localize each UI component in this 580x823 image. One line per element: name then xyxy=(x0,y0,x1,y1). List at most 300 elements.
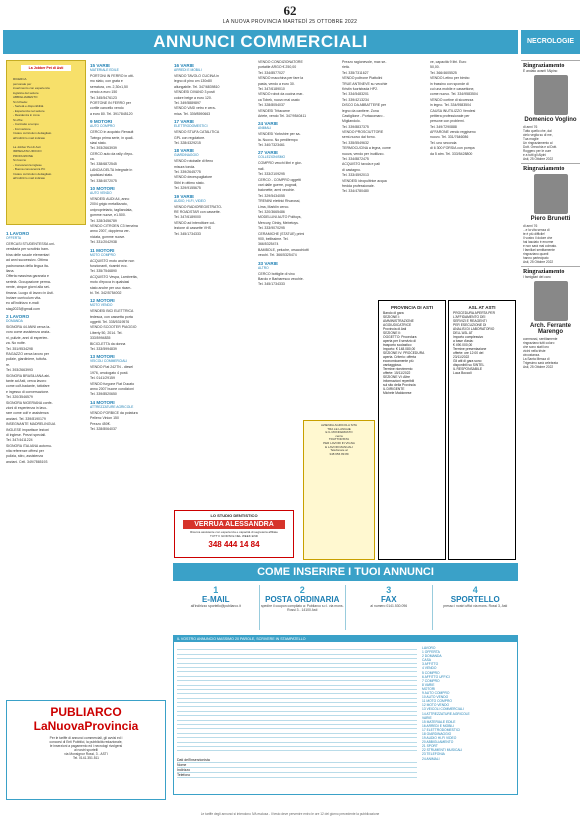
ad-line: fredda professionale. xyxy=(342,183,375,188)
necro-line: cielo veglia su di me, xyxy=(523,133,553,137)
dentist-ad-text2: TUTTI I GIORNI E NEL WEEK END xyxy=(210,533,258,538)
ad-line: tante ad Asti, cerca lavoro xyxy=(6,378,47,383)
ad-line: gomme nuove, e1.500. xyxy=(90,213,126,218)
ad-line: nuovo. Tel. 331/7646086 xyxy=(430,135,469,140)
ad-line: VENDO PROSCIUTTORE xyxy=(342,130,384,135)
ad-line: VENDO CONDIZIONATORE xyxy=(258,60,303,64)
ad-line: VENDO rotoballe di fieno xyxy=(174,159,214,164)
deceased-photo xyxy=(534,281,568,321)
ad-line: Tel. 335/5549632 xyxy=(342,140,369,145)
how-option-number: 3 xyxy=(386,585,392,595)
provincia-line: OGGETTO: Procedura xyxy=(383,335,417,339)
ad-line: VENDO Letino per bimbo xyxy=(430,76,470,81)
coupon-category: 10 AUTO VENDO xyxy=(422,695,449,700)
necro-line: Un ringraziamento al xyxy=(523,141,553,145)
necro-line: ...e la vita senza di xyxy=(523,228,550,232)
necro-notice xyxy=(521,163,580,266)
ad-line: VENDESI AUDI A4, anno xyxy=(90,197,130,202)
ad-line: la. Nuovo. No perditempo xyxy=(258,137,298,142)
section-heading xyxy=(174,119,254,129)
necro-line: Il vostro il dolore che xyxy=(523,236,553,240)
column-varie xyxy=(174,60,254,237)
necro-line: Dott. Orecchia e al Dott. xyxy=(523,145,558,149)
coupon-category: VARIE xyxy=(422,715,432,720)
ad-line: INSEGNANTE MADRELINGUA xyxy=(6,422,56,427)
provincia-line: Bando di gara xyxy=(383,311,404,315)
farm-ad-line: AZIENDA AGRICOLA SITA xyxy=(320,423,358,427)
ad-line: pasta, vendo a euro 30. xyxy=(258,81,295,86)
ad-line: anno 2007 buone condizioni xyxy=(90,386,134,391)
page-header: LA NUOVA PROVINCIA MARTEDÌ 25 OTTOBRE 2022 xyxy=(222,19,358,25)
deceased-name: Piero Brunetti xyxy=(530,216,571,222)
section-heading-label: 16 VARIE xyxy=(174,63,195,68)
ad-line: Prezzo 450€. xyxy=(90,421,111,426)
ad-line: za. No notte. xyxy=(6,341,26,346)
necro-line: Tutto quello che, dal xyxy=(523,129,552,133)
section-subheading: VEICOLI COMMERCIALI xyxy=(90,359,128,364)
asl-line: ANALISI DI LABORATORIO xyxy=(453,327,495,331)
ad-line: ACQUISTO moto anche non xyxy=(90,258,135,263)
section-heading-label: 19 VARIE xyxy=(174,193,195,199)
section-heading xyxy=(258,261,338,271)
ad-line: qualsiasi stato. xyxy=(90,173,114,178)
asl-line: € 490.000,00 xyxy=(453,343,473,347)
ad-line: serietà. Occupazione perma- xyxy=(6,279,51,284)
necro-title: Ringraziamento xyxy=(523,63,565,69)
ad-line: VENDO robot da cucina mar- xyxy=(258,92,304,97)
provincia-line: Michele Maldonese xyxy=(383,391,412,395)
ad-line: VENDO STUFA CATALITICA xyxy=(174,130,220,135)
necro-line: I familiari sentitamente xyxy=(523,248,555,252)
ad-line: RAGAZZO cerca lavoro per xyxy=(6,352,49,357)
ad-line: Migliandolo. xyxy=(342,119,361,124)
necro-text xyxy=(523,228,578,264)
section-heading xyxy=(174,194,254,204)
asl-line: Luca Boccoli xyxy=(453,371,472,375)
ad-line: VENDO decespugliatore xyxy=(174,175,213,180)
ad-line: GPL con regolatore. xyxy=(174,135,206,140)
coupon-category: 1 OFFERTA xyxy=(422,650,440,655)
ad-line: VENDO RADIOREGISTRATO- xyxy=(174,204,223,209)
coupon-categories xyxy=(422,646,514,761)
necro-line: hanno partecipato xyxy=(523,256,549,260)
ad-line: voro come assistenza anzia- xyxy=(6,330,51,335)
ad-line: misura tonda. xyxy=(174,164,196,169)
coupon-field[interactable]: Indirizzo xyxy=(177,768,417,773)
ad-line: Tel. 329/5434055 xyxy=(258,193,285,198)
section-heading-label: 13 MOTORI xyxy=(90,354,115,360)
job-ad-box xyxy=(6,60,86,225)
coupon-line[interactable] xyxy=(177,747,417,751)
necro-text xyxy=(523,337,578,369)
ad-line: CERCO auto da rally d'epo- xyxy=(90,151,134,156)
deceased-age: di anni 76 xyxy=(523,224,538,228)
section-heading-label: 18 VARIE xyxy=(174,148,195,154)
ad-line: ACQUISTO tavola e pali xyxy=(342,162,380,167)
job-ad-line: La Jobber Pet di Asti xyxy=(13,144,41,149)
ad-line: lezione di cassette VHS xyxy=(174,226,211,231)
job-ad-line: - Residenza in zona xyxy=(13,113,40,117)
ad-line: e ingesso di conversazione. xyxy=(6,389,50,394)
coupon-category: 18 GIARDINAGGIO xyxy=(422,731,452,736)
job-ad-line: Inviare curriculum dettagliato xyxy=(13,171,52,176)
ad-line: VENDESI idropulitrice acqua xyxy=(342,178,387,183)
necro-line: e non sarà mai colmato. xyxy=(523,244,558,248)
dentist-ad-text: Ricerca assistente con esperienza e capacità di segreteria affiliate xyxy=(190,530,278,534)
coupon-category: 6 AFFITTO UFFICI xyxy=(422,674,450,679)
necro-line: Asti, 25 Ottobre 2022 xyxy=(523,365,554,369)
necro-line: Asti, 25 Ottobre 2022 xyxy=(523,157,554,161)
ad-line: Castiglione - Portacomaro - xyxy=(342,113,385,118)
ad-line: persone con problemi. xyxy=(430,119,465,124)
ad-line: ad anni successivo. Ottima xyxy=(6,258,48,263)
section-heading-label: 15 VARIE xyxy=(90,63,111,68)
coupon-text-lines[interactable] xyxy=(177,646,417,751)
coupon-category: LAVORO xyxy=(422,646,436,650)
ad-line: Tel. 339/8520650 xyxy=(90,392,117,397)
ad-line: Tel. 349/7290888 xyxy=(430,124,457,129)
section-subheading: ELETTRODOMESTICI xyxy=(174,124,208,129)
ad-line: 50,00. xyxy=(430,65,440,70)
ad-line: eo all'indirizzo e-mail: xyxy=(6,301,40,306)
provincia-line: Provincia di Asti xyxy=(383,327,407,331)
section-subheading: AUTO COMPRO xyxy=(90,124,115,129)
ad-line: Tel. 345/1734333 xyxy=(258,282,285,287)
publiarco-line: Per le tariffe di annunci commerciali, gli avvisi ed i xyxy=(49,736,123,740)
ad-line: come nuovo. Tel. 334/9583504 xyxy=(430,92,478,97)
ad-line: TRUE ANTINEVE su vecchie xyxy=(342,81,388,86)
necrologie-column xyxy=(521,60,580,371)
necro-line: commossi, sentitamente xyxy=(523,337,558,341)
ad-line: INGLESE impartisce lezioni xyxy=(6,427,49,432)
job-ad-line: logistica del settore xyxy=(13,90,39,95)
coupon-category: 5 COMPRO xyxy=(422,670,440,675)
coupon-category: 8 VARIE xyxy=(422,682,435,687)
ad-line: di castagno. xyxy=(342,167,361,172)
provincia-line: aperta per il servizio di xyxy=(383,339,416,343)
ad-line: 366/5325474 xyxy=(258,242,279,247)
ad-line: Inviare curriculum vita- xyxy=(6,295,42,300)
coupon-field[interactable]: Nome xyxy=(177,763,417,768)
ad-line: Tel. 366/4605525 xyxy=(430,70,457,75)
ad-line: pulizie, giardiniere, tuttofa- xyxy=(6,357,48,362)
ad-line: vari dalle guerre, pugnali, xyxy=(258,183,298,188)
coupon-category: CASA xyxy=(422,658,431,663)
ad-line: Tel. 328/4329215 xyxy=(174,140,201,145)
ad-line: VENDO ad intenditore col- xyxy=(174,220,216,225)
ad-line: tedesca, con cassetta porta xyxy=(90,314,133,319)
section-banner: ANNUNCI COMMERCIALI xyxy=(3,30,518,54)
job-ad-line: - Contratto a tempo xyxy=(13,122,39,126)
ad-line: vendo a euro 150 xyxy=(90,90,118,95)
ad-line: CERCO bottiglie di vino xyxy=(258,271,295,276)
ad-line: in frassino con sponde di xyxy=(430,81,469,86)
job-ad-line: Si richiede: xyxy=(13,99,28,104)
deceased-photo xyxy=(534,174,568,214)
ad-line: Tel. 345/1734333 xyxy=(174,231,201,236)
ad-line: CERCASI STUDENTESSA uni- xyxy=(6,242,56,246)
ad-line: legno di pino cm 130x80 xyxy=(174,79,212,84)
ad-line: rare come colf e assistenza xyxy=(6,411,49,416)
farm-ad-line: E LAVORI MANUALI xyxy=(325,444,353,449)
how-option-text: all'indirizzo sportello@publiarco.it xyxy=(190,604,241,608)
ad-line: VENDO macchina per fare la xyxy=(258,76,304,81)
section-heading-label: 12 MOTORI xyxy=(90,298,115,304)
provincia-line: SEZIONE I: xyxy=(383,315,401,319)
job-ad-line: IMPIEGATA UFFICIO xyxy=(13,149,42,153)
ad-line: allungabile. Tel. 347/6839810 xyxy=(174,84,220,89)
farm-ad-line: Telefonare al xyxy=(330,448,348,453)
ad-line: oggetti. Tel. 335/5319576 xyxy=(90,320,130,325)
job-ad-line: Si offre: xyxy=(13,117,24,122)
ad-line: bi. Tel. 342/5754002 xyxy=(90,290,122,295)
coupon-category: 17 ELETTRODOMESTICI xyxy=(422,727,461,732)
ad-line: VENDESI DIVANO 3 posti xyxy=(174,90,215,95)
provincia-line: informazioni reperibili xyxy=(383,379,415,383)
ad-line: ca Tobek, nuovo mai usato xyxy=(258,97,300,102)
ad-line: Tel. 340/7323461 xyxy=(258,143,285,148)
ad-line: Tel. 339/4213234 xyxy=(342,97,369,102)
section-heading-label: 14 MOTORI xyxy=(90,399,115,405)
ad-line: Tel. 333/2109295 xyxy=(258,172,285,177)
section-heading-label: 2 LAVORO xyxy=(6,314,30,320)
provincia-line: SEZIONE VI: Altre xyxy=(383,375,410,379)
job-ad-line: ABBIGLIAMENTO xyxy=(13,95,38,99)
ad-line: serratura, cm. 2,30x1,50 xyxy=(90,84,128,89)
section-heading xyxy=(174,63,254,73)
ad-line: Offerta massima garanzia e xyxy=(6,274,49,279)
section-heading xyxy=(258,150,338,160)
how-to-options xyxy=(173,585,518,630)
farm-ad-line: TRA LE LANGHE xyxy=(327,426,351,431)
coupon-field: Dati dell'inserzionista xyxy=(177,758,417,763)
provincia-line: Termine ricevimento xyxy=(383,367,413,371)
ad-line: Liberty 50, 2014. Tel. xyxy=(90,330,123,335)
ad-line: Tel. 328/8054037 xyxy=(258,103,285,108)
coupon-category: 21 SPORT xyxy=(422,744,438,749)
deceased-age: di anni 76 xyxy=(523,125,538,129)
coupon-field[interactable]: Telefono xyxy=(177,773,417,778)
section-subheading: MOTO COMPRO xyxy=(90,252,116,257)
dentist-ad-phone: 348 444 14 84 xyxy=(208,540,260,550)
coupon-category: 23 TELEFONIA xyxy=(422,752,445,757)
job-ad-line: Inviare curriculum dettagliato xyxy=(13,131,52,135)
necro-title: Ringraziamento xyxy=(523,269,565,275)
section-heading-label: 33 VARIE xyxy=(258,260,279,266)
section-subheading: ALTRO xyxy=(258,265,269,270)
ad-line: bina delle scuole elementari xyxy=(6,252,50,257)
necro-title: Ringraziamento xyxy=(523,166,565,172)
provincia-line: SEZIONE II: xyxy=(383,331,402,335)
ad-coupon-form xyxy=(173,635,518,795)
dentist-ad-name: VERRUA ALESSANDRA xyxy=(183,520,285,529)
ad-line: anno 2007, doppiena ver- xyxy=(90,229,130,234)
coupon-advertiser-data[interactable] xyxy=(177,758,417,778)
column-lavoro xyxy=(6,228,86,465)
column-motori xyxy=(90,60,170,432)
section-heading xyxy=(6,314,86,324)
ad-line: Tel. 351/9534298 xyxy=(6,346,33,351)
ad-line: vecchi. Tel. 366/5325474 xyxy=(258,253,297,258)
how-option xyxy=(173,585,260,630)
ad-line: ve, capacità 9 litri. Euro xyxy=(430,60,467,64)
ad-line: Lima, Marklin cerco. xyxy=(258,204,290,209)
ad-line: anziani. Tel. 339/8190179 xyxy=(6,416,46,421)
necro-subtitle: È andato avanti l'Alpino xyxy=(523,69,558,73)
ad-line: BICICLETTA da donna xyxy=(90,341,126,346)
ad-line: Tel. 0141/29159 xyxy=(90,376,115,381)
necro-line: Roggero per le cure xyxy=(523,149,552,153)
coupon-category: 15 MATERIALE EDILE xyxy=(422,719,456,724)
ad-line: Tel. 347/6189000 xyxy=(174,215,201,220)
asl-line: Gli atti di gara sono xyxy=(453,359,482,363)
ad-line: Tel. 335/7311627 xyxy=(342,70,369,75)
asl-line: offerte: ore 12:00 del xyxy=(453,351,484,355)
job-ad-line: inserimento con esperienza xyxy=(13,86,50,90)
ad-line: Tel. 333/4592013 xyxy=(342,173,369,178)
section-subheading: COLLEZIONISMO xyxy=(258,155,286,160)
necro-text xyxy=(523,129,578,161)
ad-line: stag2023@gmail.com xyxy=(6,306,40,311)
farm-ad-line: 348 656 89 89 xyxy=(329,451,349,456)
ad-line: VENDO cortine di sicurezza xyxy=(430,97,474,102)
section-subheading: ANIMALI xyxy=(258,126,272,131)
section-subheading: MOTO VENDO xyxy=(90,303,113,308)
ad-line: SIGNORA ITALIANA automu- xyxy=(6,443,52,448)
ad-line: VENDESI BICI ELETTRICA xyxy=(90,309,134,314)
ad-line: Tel. 393/2663939 xyxy=(90,146,117,151)
ad-line: Tel. 334/8577027 xyxy=(258,70,285,75)
ad-line: Tel. 345/5476123 xyxy=(90,95,117,100)
ad-line: ni, pulizie, anni di esperien- xyxy=(6,335,49,340)
publiarco-line: Tel. 0141.351.511 xyxy=(73,756,99,760)
ad-line: COMPRO vecchi libri e gior- xyxy=(258,161,302,166)
section-subheading: AUTO VENDO xyxy=(90,191,112,196)
ad-line: nali. xyxy=(258,166,265,171)
coupon-category: 12 MOTO VENDO xyxy=(422,703,450,708)
ad-line: AFFARONE vendo reggiseno xyxy=(430,130,476,135)
ad-line: cui una mobile e cassettone, xyxy=(430,86,475,91)
section-heading-label: 11 MOTORI xyxy=(90,247,115,253)
ad-line: Tel. 320/3546579 xyxy=(6,395,33,400)
necro-line: Trigesimo sarà celebrata xyxy=(523,361,558,365)
ad-line: CERCO - COMPRO oggetti xyxy=(258,177,301,182)
ad-line: VENDESI Yorkshire per sa- xyxy=(258,132,301,137)
section-heading xyxy=(90,186,170,196)
how-option-label: E-MAIL xyxy=(201,595,230,604)
ad-line: padronanza della lingua ita- xyxy=(6,263,50,268)
ad-line: rietà. xyxy=(342,65,350,70)
ad-line: Ariete, vendo Tel. 347/9540411 xyxy=(258,113,307,118)
how-option-label: SPORTELLO xyxy=(450,595,500,604)
ad-line: Tel. 338/4072075 xyxy=(90,178,117,183)
necro-line: La Santa Messa di xyxy=(523,357,550,361)
ad-line: in legno. Tel. 334/9583504 xyxy=(430,103,471,108)
ad-line: zioni di esperienza in lavo- xyxy=(6,405,48,410)
ad-line: nuova, vendo per inutilizzo. xyxy=(342,151,385,156)
ad-line: anziani. Cell. 349/7865193 xyxy=(6,459,48,464)
page-number: 62 xyxy=(283,3,297,18)
provincia-notice-title: PROVINCIA DI ASTI xyxy=(391,305,433,310)
ad-line: SIGNORA NIGERIANA confe- xyxy=(6,400,53,405)
publiarco-line: ai nostri sportelli xyxy=(74,748,98,752)
ad-line: Tel. 347/6189010 xyxy=(258,86,285,91)
provincia-line: economicamente più xyxy=(383,359,414,363)
ad-line: colore beige a euro 120. xyxy=(174,95,212,100)
ad-line: SIGNORA BRASILIANA abi- xyxy=(6,373,51,378)
column-collezionismo xyxy=(258,60,338,288)
ad-line: Tel. 334/4780480 xyxy=(342,189,369,194)
ad-line: Twingo prima serie, in quali- xyxy=(90,135,134,140)
how-option-number: 4 xyxy=(472,585,478,595)
ad-line: Barolo e Barbaresco vecchie. xyxy=(258,276,304,281)
job-ad-line: personale per xyxy=(13,81,32,86)
coupon-category: 19 AUDIO HI-FI VIDEO xyxy=(422,736,457,741)
necro-line: vicini nella triste xyxy=(523,349,546,353)
asl-line: PER ESECUZIONE DI xyxy=(453,323,487,327)
asl-line: disponibili su SINTEL xyxy=(453,363,485,367)
ad-line: di inglese. Prezzi speciali. xyxy=(6,432,47,437)
ad-line: CAUSA INUTILIZZO Vendesi xyxy=(430,108,476,113)
section-heading-label: 10 MOTORI xyxy=(90,186,115,192)
how-option xyxy=(433,585,519,630)
asl-line: L'AFFIDAMENTO DEI xyxy=(453,315,486,319)
ad-line: PORTONI IN FERRO in otti- xyxy=(90,74,135,78)
how-option xyxy=(346,585,433,630)
coupon-category: 11 MOTO COMPRO xyxy=(422,699,452,704)
section-heading-label: 24 VARIE xyxy=(258,121,279,127)
ad-line: nente, cinque giorni alla set- xyxy=(6,285,50,290)
provincia-line: AMMINISTRAZIONE xyxy=(383,319,414,323)
ad-line: 333/5994835 xyxy=(90,336,111,341)
coupon-category: 7 COMPRO xyxy=(422,678,440,683)
ad-line: Tel. 347/4411224 xyxy=(6,438,33,443)
section-subheading: AUDIO, HI-FI, VIDEO xyxy=(174,198,206,203)
necro-line: Asti, 25 Ottobre 2022 xyxy=(523,260,554,264)
ad-line: Tel. 328/3456789 xyxy=(90,218,117,223)
ad-line: Prezzo ragionevole, max se- xyxy=(342,60,387,64)
provincia-line: trasporto scolastico xyxy=(383,343,412,347)
ad-line: Tel. 329/9155675 xyxy=(174,186,201,191)
job-ad-line: RICERCA xyxy=(13,77,27,81)
ad-line: BAMBOLE, peluche, orsacchiotti xyxy=(258,247,309,252)
ad-line: ca. xyxy=(90,157,95,162)
ad-line: pettiera professionale per xyxy=(430,113,470,118)
provincia-line: offerte: 15/11/2022 xyxy=(383,371,411,375)
ad-line: niciata, gomme nuove. xyxy=(90,234,126,239)
job-ad-line: - Conoscenza inglese xyxy=(13,162,42,167)
deceased-photo xyxy=(534,75,568,115)
ad-line: Tel. 334/8872475 xyxy=(342,157,369,162)
ad-line: Tel. 338/6872545 xyxy=(90,162,117,167)
ad-line: VENDO CITROEN C3 benzina xyxy=(90,223,138,228)
ad-line: Tel. 393/2663993 xyxy=(6,368,33,373)
section-heading xyxy=(90,63,170,73)
section-heading xyxy=(90,354,170,364)
coupon-head: IL VOSTRO ANNUNCIO MASSIMO 20 PAROLE, SCRIVERE IN STAMPATELLO xyxy=(174,636,517,642)
coupon-category: 24 ANIMALI xyxy=(422,756,440,761)
ad-line: mica. Tel. 339/8590663 xyxy=(174,111,211,116)
how-option xyxy=(260,585,347,630)
provincia-line: sul sito della Provincia xyxy=(383,383,416,387)
section-heading-label: 27 VARIE xyxy=(258,150,279,156)
coupon-category: 3 AFFITTO xyxy=(422,662,439,667)
farm-ad-line: E IL MONFERRATO xyxy=(325,430,353,435)
asl-line: 23/11/2022 xyxy=(453,355,470,359)
job-ad-line: all'indirizzo mail indicato xyxy=(13,176,46,180)
asl-tender-notice xyxy=(448,300,516,560)
provincia-line: vantaggiosa. xyxy=(383,363,402,367)
